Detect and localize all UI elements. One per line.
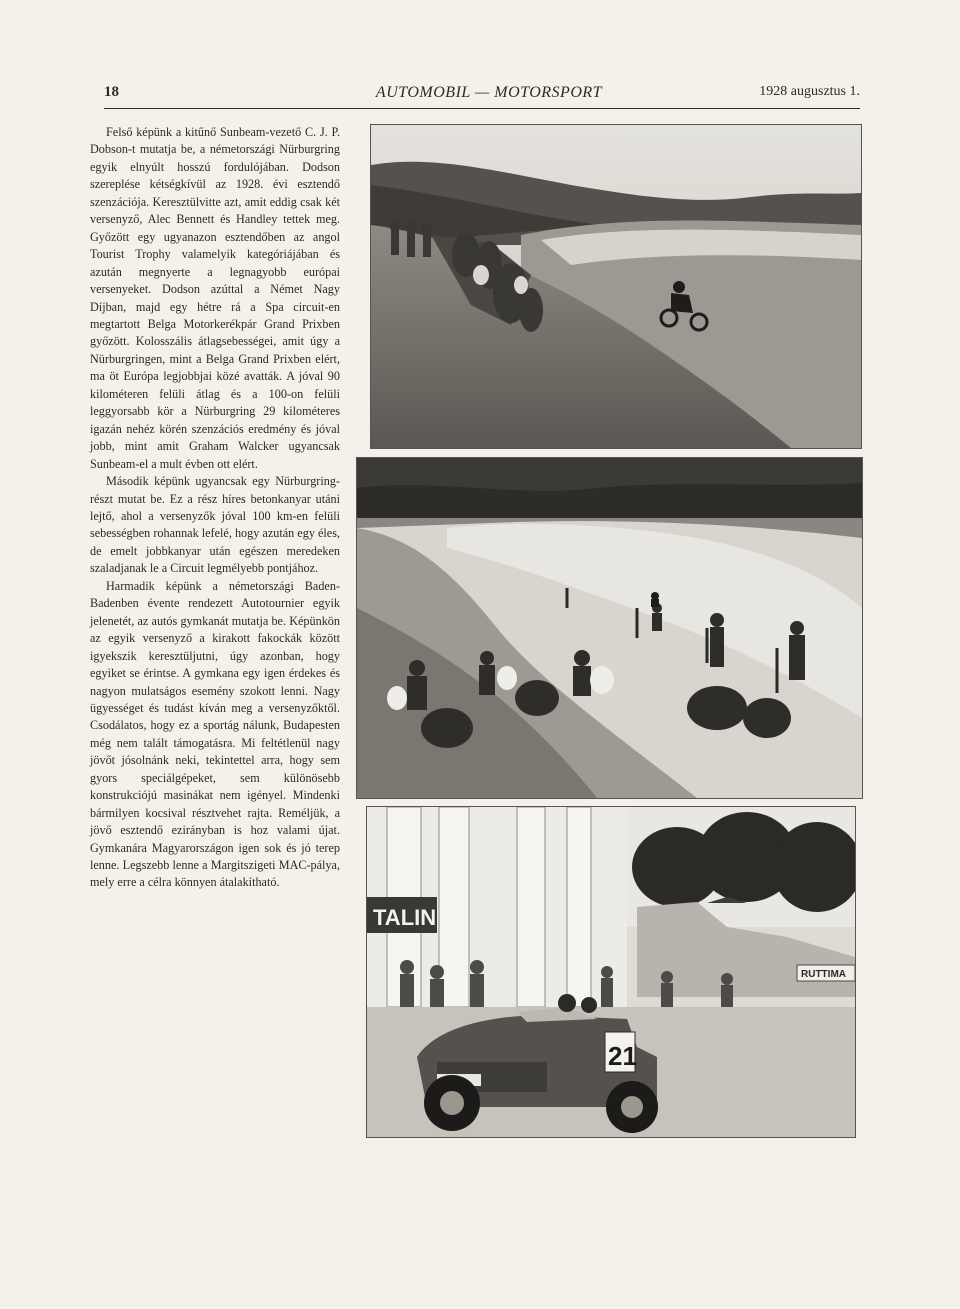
- article-text: [90, 124, 340, 892]
- photo-baden-baden-gymkhana: [366, 806, 856, 1138]
- publication-title: AUTOMOBIL — MOTORSPORT: [375, 84, 603, 101]
- shop-sign-text: TALIN: [373, 905, 437, 930]
- banner-text: RUTTIMA: [801, 969, 846, 980]
- page-header: [104, 84, 860, 106]
- paragraph-2: Második képünk ugyancsak egy Nürburgring-részt mutat be. Ez a rész híres betonkanyar utáni lejtő, ahol a versenyzők jóval 100 km-en felüli sebességben rohannak lefelé, hogy azután egy éles, de emelt jobbkanyar után egészen meredeken szaladjanak le a Circuit legmélyebb pontjához.: [90, 474, 340, 576]
- page-number: 18: [104, 84, 119, 100]
- paragraph-3: Harmadik képünk a németországi Baden-Badenben évente rendezett Autotournier egyik jelenetét, az autós gymkanát mutatja be. Képünkön az egyik versenyző a kirakott fakockák között igyekszik keresztüljutni, úgy azonban, hogy egyiket se érintse. A gymkana egy igen érdekes és nagyon mulatságos esemény szokott lenni. Nagy ügyességet és tudást kíván meg a versenyzőktől. Csodálatos, hogy ez a sportág nálunk, Budapesten még nem talált támogatásra. Mi feltétlenül nagy jövőt jósolnánk neki, tekintettel arra, hogy sem gyors speciálgépeket, sem különösebb konstrukciójú masinákat nem igényel. Mindenki bármilyen kocsival résztvehet rajta. Reméljük, a jövő esztendő ezirányban is hoz valami újat. Gymkanára Magyarországon igen sok és jó terep lenne. Legszebb lenne a Margitszigeti MAC-pálya, mely erre a célra könnyen átalakítható.: [90, 578, 340, 890]
- photo-nurburgring-descent: [356, 457, 863, 799]
- header-rule: [104, 108, 860, 109]
- paragraph-1: Felső képünk a kitűnő Sunbeam-vezető C. J. P. Dobson-t mutatja be, a németországi Nürburgring egyik elnyúlt hosszú fordulójában. Dodson szereplése kétségkívül az 1928. évi esztendő szenzációja. Keresztülvitte azt, amit eddig csak két versenyző, Alec Bennett és Handley tettek meg. Győzött egy ugyanazon esztendőben az angol Tourist Trophy valamelyik kategóriájában és azután megnyerte a legnagyobb európai versenyeket. Dodson azúttal a Német Nagy Díjban, majd egy hétre rá a Spa circuit-en megtartott Belga Motorkerékpár Grand Prixben győzött. Kolosszális átlagsebességei, amit úgy a Nürburgringen, mint a Belga Grand Prixben elért, ma öt Európa legjobbjai közé avatták. A jóval 90 kilométeren felüli átlag és a 100-on felüli leggyorsabb kör a Nürburgring 29 kilométeres igazán nehéz körén szenzációs eredmény és jóval jobb, mint amit Graham Walcker ugyancsak Sunbeam-el a mult évben ott elért.: [90, 125, 340, 471]
- issue-date: 1928 augusztus 1.: [759, 84, 860, 99]
- distant-rider: [651, 592, 659, 607]
- car-number: 21: [608, 1041, 637, 1071]
- photo-nurburgring-curve: [370, 124, 862, 449]
